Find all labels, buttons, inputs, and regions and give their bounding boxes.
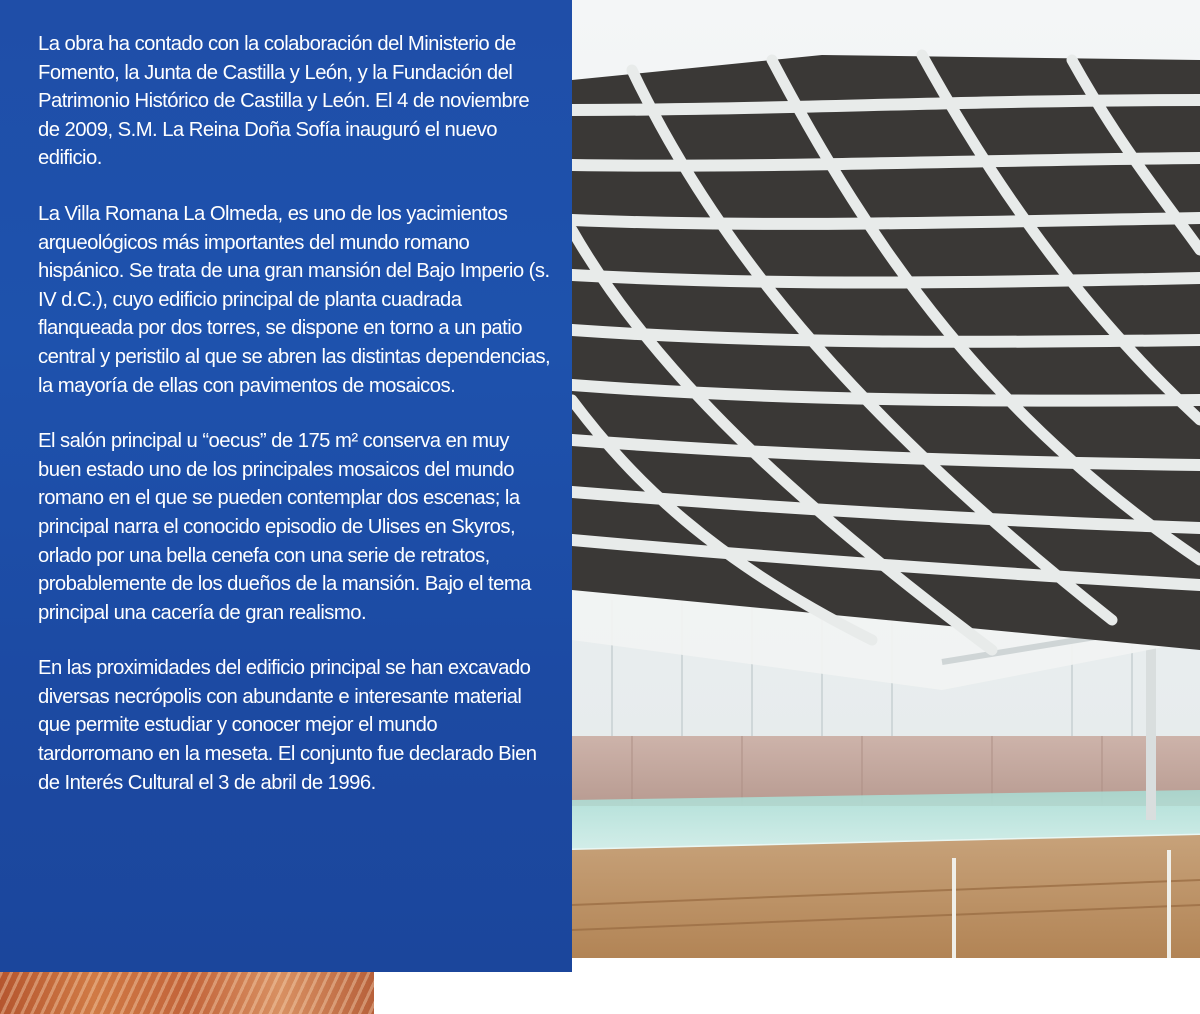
paragraph-necropolis: En las proximidades del edificio principal se han excavado diversas necrópolis con abundante e interesante material que permite estudiar y conocer mejor el mundo tardorromano en la meseta. El conjunto fue declarado Bien de Interés Cultural el 3 de abril de 1996. xyxy=(38,657,537,794)
museum-interior-photo xyxy=(572,0,1200,958)
text-panel xyxy=(0,0,572,972)
paragraph-villa-description: La Villa Romana La Olmeda, es uno de los yacimientos arqueológicos más importantes del mundo romano hispánico. Se trata de una gran mansión del Bajo Imperio (s. IV d.C.), cuyo edificio principal de planta cuadrada flanqueada por dos torres, se dispone en torno a un patio central y peristilo al que se abren las distintas dependencias, la mayoría de ellas con pavimentos de mosaicos. xyxy=(38,202,551,397)
paragraph-oecus-mosaic: El salón principal u “oecus” de 175 m² conserva en muy buen estado uno de los principales mosaicos del mundo romano en el que se pueden contemplar dos escenas; la principal narra el conocido episodio de Ulises en Skyros, orlado por una bella cenefa con una serie de retratos, probablemente de los dueños de la mansión. Bajo el tema principal una cacería de gran realismo. xyxy=(38,430,531,624)
mosaic-detail-image xyxy=(0,972,374,1014)
paragraph-collaboration: La obra ha contado con la colaboración del Ministerio de Fomento, la Junta de Castilla y León, y la Fundación del Patrimonio Histórico de Castilla y León. El 4 de noviembre de 2009, S.M. La Reina Doña Sofía inauguró el nuevo edificio. xyxy=(38,33,530,170)
